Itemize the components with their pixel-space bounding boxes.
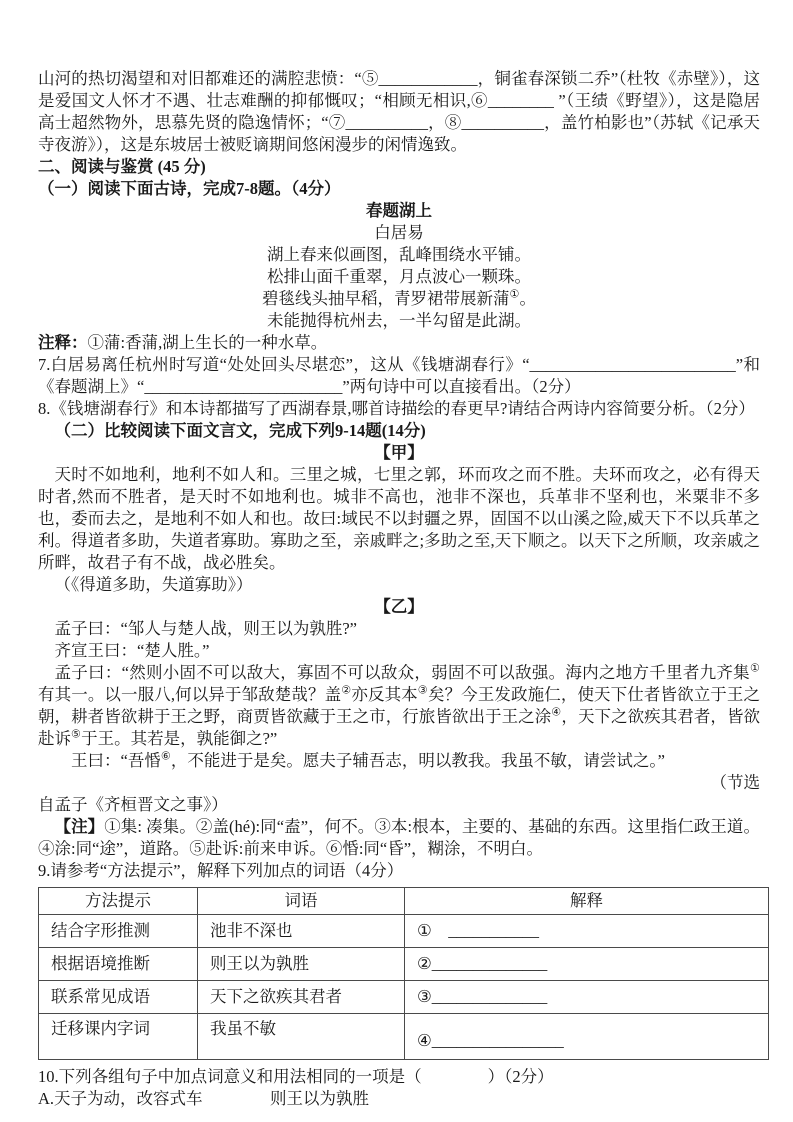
answer-cell: ① ___________ [405, 915, 769, 948]
table-row [39, 1014, 769, 1060]
answer-cell: ④________________ [405, 1014, 769, 1060]
intro-paragraph: 山河的热切渴望和对旧都难还的满腔悲愤：“⑤____________，铜雀春深锁二乔”（杜牧《赤壁》），这是爱国文人怀才不遇、壮志难酬的抑郁慨叹；“相顾无相识,⑥________ ”（王绩《野望》），这是隐居高士超然物外，思慕先贤的隐逸情怀；“⑦__________，⑧__________，盖竹柏影也”（苏轼《记承天寺夜游》），这是东坡居士被贬谪期间悠闲漫步的闲情逸致。 [38, 69, 760, 154]
word-cell: 池非不深也 [198, 915, 405, 948]
section-heading: 二、阅读与鉴赏 (45 分) [38, 157, 206, 176]
option-a-left: A.天子为动，改容式车 [38, 1089, 203, 1108]
notes-paragraph [38, 816, 760, 860]
word-cell: 我虽不敏 [198, 1014, 405, 1060]
hint-cell: 联系常见成语 [39, 981, 198, 1014]
question-8: 8.《钱塘湖春行》和本诗都描写了西湖春景,哪首诗描绘的春更早?请结合两诗内容简要分析。（2分） [38, 399, 755, 418]
table-header-explanation: 解释 [405, 888, 769, 915]
poem-note-label: 注释： [38, 333, 88, 352]
passage-yi-label: 【乙】 [374, 597, 424, 616]
option-a-right: 则王以为孰胜 [270, 1089, 369, 1108]
subsection-2-heading: （二）比较阅读下面文言文，完成下列9-14题(14分) [54, 421, 426, 440]
table-header-row [39, 888, 769, 915]
hint-cell: 迁移课内字词 [39, 1014, 198, 1060]
word-cell: 天下之欲疾其君者 [198, 981, 405, 1014]
notes-label: 【注】 [54, 817, 105, 836]
excerpt-source-open: （节选 [710, 773, 760, 792]
answer-cell: ②______________ [405, 948, 769, 981]
poem-note-line [38, 332, 760, 354]
yi-paragraph-4: 王曰：“吾惛⑥，不能进于是矣。愿夫子辅吾志，明以教我。我虽不敏，请尝试之。” [71, 750, 665, 770]
poem-line: 湖上春来似画图，乱峰围绕水平铺。 [267, 245, 531, 264]
excerpt-source-close: 自孟子《齐桓晋文之事》） [38, 795, 228, 814]
table-row [39, 981, 769, 1014]
word-cell: 则王以为孰胜 [198, 948, 405, 981]
passage-jia-label: 【甲】 [374, 443, 424, 462]
poem-line: 未能抛得杭州去，一半勾留是此湖。 [267, 311, 531, 330]
notes-text: ①集: 凑集。②盖(hé):同“盍”，何不。③本:根本，主要的、基础的东西。这里指仁政王道。④涂:同“途”，道路。⑤赴诉:前来申诉。⑥惛:同“昏”，糊涂，不明白。 [38, 817, 760, 858]
answer-cell: ③______________ [405, 981, 769, 1014]
table-header-word: 词语 [198, 888, 405, 915]
yi-paragraph-1: 孟子曰：“邹人与楚人战，则王以为孰胜?” [54, 619, 357, 638]
hint-cell: 根据语境推断 [39, 948, 198, 981]
poem-note-text: ①蒲:香蒲,湖上生长的一种水草。 [87, 333, 328, 352]
option-a [38, 1088, 760, 1110]
table-row [39, 948, 769, 981]
question-10: 10.下列各组句子中加点词意义和用法相同的一项是（ ）（2分） [38, 1067, 554, 1086]
poem-line: 松排山面千重翠，月点波心一颗珠。 [267, 267, 531, 286]
passage-jia-source: （《得道多助，失道寡助》） [54, 575, 253, 594]
question-9: 9.请参考“方法提示”，解释下列加点的词语（4分） [38, 861, 404, 880]
table-row [39, 915, 769, 948]
table-header-hint: 方法提示 [39, 888, 198, 915]
page-content [38, 68, 760, 1110]
hint-cell: 结合字形推测 [39, 915, 198, 948]
poem-author: 白居易 [374, 223, 424, 242]
yi-paragraph-3: 孟子曰：“然则小固不可以敌大，寡固不可以敌众，弱固不可以敌强。海内之地方千里者九齐集①有其一。以一服八,何以异于邹敌楚哉？盖②亦反其本③矣？今王发政施仁，使天下仕者皆欲立于王之朝，耕者皆欲耕于王之野，商贾皆欲藏于王之市，行旅皆欲出于王之涂④，天下之欲疾其君者，皆欲赴诉⑤于王。其若是，孰能御之?” [38, 662, 761, 748]
passage-jia-text: 天时不如地利，地利不如人和。三里之城，七里之郭，环而攻之而不胜。夫环而攻之，必有得天时者,然而不胜者，是天时不如地利也。城非不高也，池非不深也，兵革非不坚利也，米粟非不多也，委而去之，是地利不如人和也。故曰:域民不以封疆之界，固国不以山溪之险,威天下不以兵革之利。得道者多助，失道者寡助。寡助之至，亲戚畔之;多助之至,天下顺之。以天下之所顺，攻亲戚之所畔，故君子有不战，战必胜矣。 [38, 465, 760, 572]
method-table [38, 887, 769, 1060]
poem-title: 春题湖上 [366, 201, 432, 220]
subsection-1-heading: （一）阅读下面古诗，完成7-8题。（4分） [38, 179, 341, 198]
question-7: 7.白居易离任杭州时写道“处处回头尽堪恋”，这从《钱塘湖春行》“_________________________”和《春题湖上》“________________________”两句诗中可以直接看出。（2分） [38, 355, 760, 396]
yi-paragraph-2: 齐宣王曰：“楚人胜。” [54, 641, 210, 660]
poem-line: 碧毯线头抽早稻，青罗裙带展新蒲①。 [261, 288, 537, 308]
